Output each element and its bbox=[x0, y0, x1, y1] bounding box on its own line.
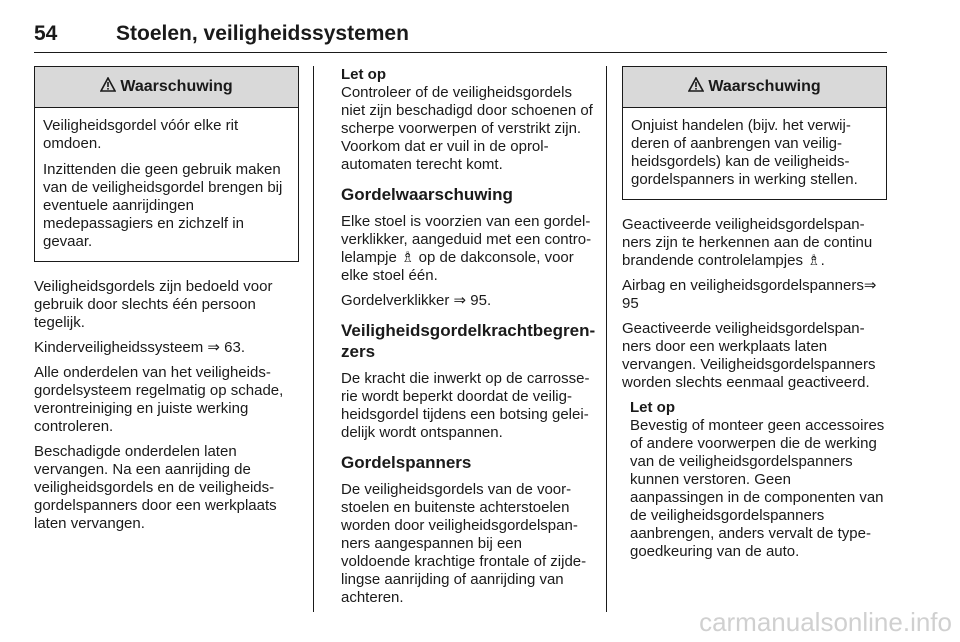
paragraph: Alle onderdelen van het veiligheidsgordelsysteem regelmatig op schade, verontreiniging en juiste werking controleren. bbox=[34, 364, 284, 435]
warning-text: Inzittenden die geen gebruik maken van de veiligheidsgordel brengen bij eventuele aanrijdingen medepassagiers en zichzelf in gevaar. bbox=[43, 161, 283, 250]
warning-triangle-icon bbox=[100, 77, 116, 97]
warning-title: Waarschuwing bbox=[120, 78, 233, 95]
warning-box bbox=[622, 66, 887, 200]
warning-triangle-icon bbox=[688, 77, 704, 97]
warning-box bbox=[34, 66, 299, 262]
paragraph-reference: Gordelverklikker ⇒ 95. bbox=[341, 292, 492, 309]
column-divider bbox=[606, 66, 607, 612]
paragraph-reference: Airbag en veiligheidsgordelspanners⇒ 95 bbox=[622, 277, 877, 312]
note-block bbox=[341, 66, 594, 174]
note-label: Let op bbox=[341, 66, 386, 83]
warning-body bbox=[35, 108, 298, 261]
section-heading: Gordelspanners bbox=[341, 453, 472, 472]
warning-header bbox=[623, 67, 886, 108]
column-divider bbox=[313, 66, 314, 612]
paragraph: De veiligheidsgordels van de voorstoelen en buitenste achterstoelen worden door veiligheidsgordelspanners aangespannen bij een voldoende krachtige frontale of zijdelingse aanrijding of aanrijding van achteren. bbox=[341, 481, 587, 606]
warning-body bbox=[623, 108, 886, 199]
paragraph: Geactiveerde veiligheidsgordelspanners door een werkplaats laten vervangen. Veiligheidsgordelspanners worden slechts eenmaal geactiveerd. bbox=[622, 320, 876, 391]
column-right bbox=[622, 66, 887, 569]
warning-text: Veiligheidsgordel vóór elke rit omdoen. bbox=[43, 117, 239, 152]
section-heading: Gordelwaarschuwing bbox=[341, 185, 513, 204]
paragraph: Geactiveerde veiligheidsgordelspanners zijn te herkennen aan de continu brandende controlelampjes ♗. bbox=[622, 216, 873, 269]
note-label: Let op bbox=[630, 399, 675, 416]
section-heading: Veiligheidsgordelkrachtbegrenzers bbox=[341, 321, 596, 361]
page-header bbox=[34, 22, 887, 53]
warning-header bbox=[35, 67, 298, 108]
note-text: Controleer of de veiligheidsgordels niet zijn beschadigd door schoenen of scherpe voorwerpen of verstrikt zijn. Voorkom dat er vuil in de oprolautomaten terecht komt. bbox=[341, 84, 593, 173]
note-block bbox=[622, 399, 887, 561]
paragraph: De kracht die inwerkt op de carrosserie wordt beperkt doordat de veiligheidsgordel tijdens een botsing geleidelijk wordt ontspannen. bbox=[341, 370, 590, 441]
paragraph-reference: Kinderveiligheidssysteem ⇒ 63. bbox=[34, 339, 246, 356]
watermark: carmanualsonline.info bbox=[699, 607, 952, 637]
paragraph: Veiligheidsgordels zijn bedoeld voor gebruik door slechts één persoon tegelijk. bbox=[34, 278, 273, 331]
note-text: Bevestig of monteer geen accessoires of andere voorwerpen die de werking van de veiligheidsgordelspanners kunnen verstoren. Geen aanpassingen in de componenten van de veiligheidsgordelspanners aanbrengen, anders vervalt de typegoedkeuring van de auto. bbox=[630, 417, 885, 560]
paragraph: Elke stoel is voorzien van een gordelverklikker, aangeduid met een controlelampje ♗ op de dakconsole, voor elke stoel één. bbox=[341, 213, 592, 284]
column-left bbox=[34, 66, 299, 540]
warning-title: Waarschuwing bbox=[708, 78, 821, 95]
page-title: Stoelen, veiligheidssystemen bbox=[116, 22, 409, 45]
page-number: 54 bbox=[34, 22, 58, 45]
column-middle bbox=[341, 66, 594, 614]
warning-text: Onjuist handelen (bijv. het verwijderen of aanbrengen van veiligheidsgordels) kan de veiligheidsgordelspanners in werking stellen. bbox=[631, 117, 858, 188]
paragraph: Beschadigde onderdelen laten vervangen. Na een aanrijding de veiligheidsgordels en de veiligheidsgordelspanners door een werkplaats laten vervangen. bbox=[34, 443, 277, 532]
